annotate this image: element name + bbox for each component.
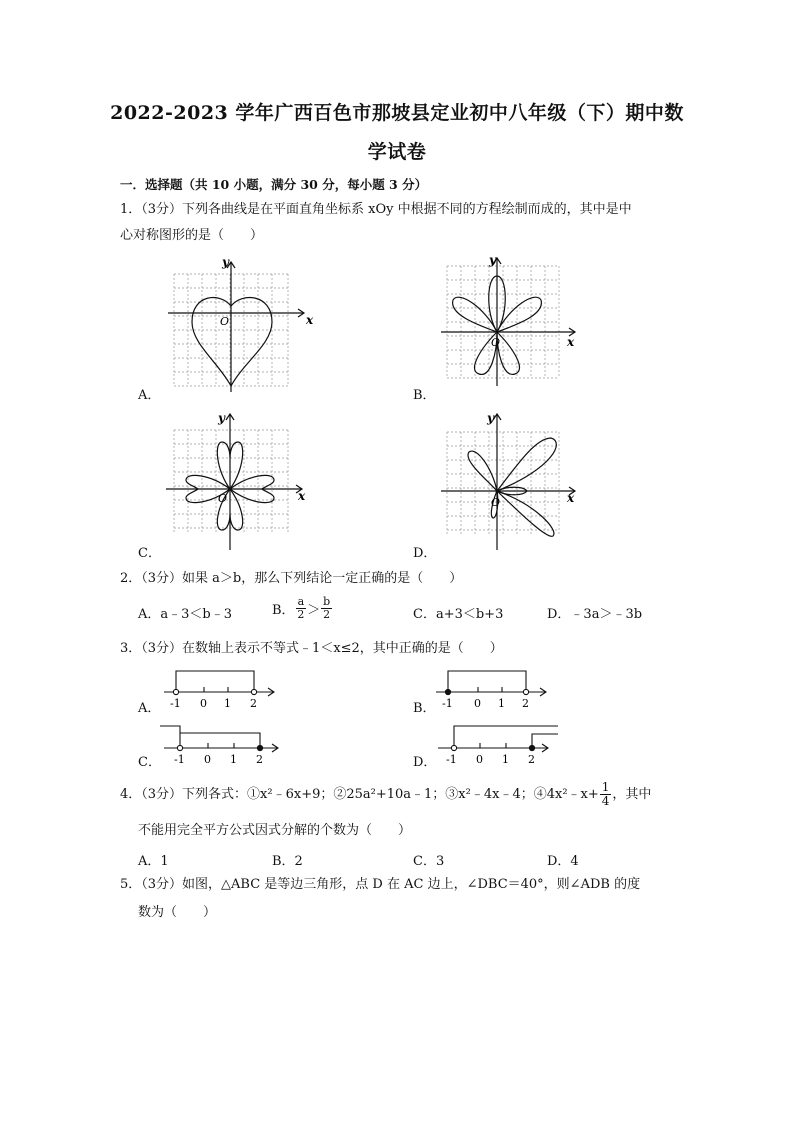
nla-tick-neg1: -1 bbox=[170, 697, 181, 710]
q3-numberline-c bbox=[160, 722, 285, 768]
q1-stem-line2: 心对称图形的是（ ） bbox=[120, 228, 264, 243]
q2-frac-left-den: 2 bbox=[297, 608, 305, 621]
nld-tick-0: 0 bbox=[476, 753, 483, 766]
q2-fraction-right bbox=[321, 596, 332, 621]
nlb-tick-1: 1 bbox=[498, 697, 505, 710]
q1d-x-label: x bbox=[567, 491, 575, 505]
q4-option-b: B．2 bbox=[272, 854, 303, 869]
q2-frac-right-num: b bbox=[323, 595, 331, 608]
q1-option-d: D． bbox=[413, 546, 437, 561]
q2-option-b bbox=[272, 596, 333, 621]
q5-stem-line2: 数为（ ） bbox=[138, 905, 217, 920]
q1a-y-label: y bbox=[222, 255, 229, 269]
q2-frac-left-num: a bbox=[297, 595, 305, 608]
q3-numberline-a bbox=[160, 666, 280, 712]
nld-tick-neg1: -1 bbox=[446, 753, 457, 766]
q1a-origin-label: O bbox=[220, 315, 230, 328]
q1d-origin-label: O bbox=[491, 496, 501, 509]
q3-option-a: A． bbox=[138, 701, 161, 716]
q1a-x-label: x bbox=[306, 313, 314, 327]
q2-fraction-left bbox=[296, 596, 307, 621]
q1b-x-label: x bbox=[567, 335, 575, 349]
q1-figure-c bbox=[160, 408, 320, 554]
q1c-y-label: y bbox=[218, 411, 225, 425]
nld-tick-2: 2 bbox=[528, 753, 535, 766]
q2-option-d: D．﹣3a＞﹣3b bbox=[547, 607, 643, 622]
q2-option-b-prefix: B． bbox=[272, 603, 295, 618]
q1-figure-b bbox=[435, 252, 595, 398]
q2-frac-right-den: 2 bbox=[323, 608, 331, 621]
q4-frac-num: 1 bbox=[601, 780, 610, 794]
q3-stem: 3．（3分）在数轴上表示不等式﹣1＜x≤2，其中正确的是（ ） bbox=[120, 641, 503, 656]
nlc-tick-2: 2 bbox=[256, 753, 263, 766]
q1-option-b: B． bbox=[413, 388, 436, 403]
nla-tick-1: 1 bbox=[224, 697, 231, 710]
q5-stem-line1: 5．（3分）如图，△ABC 是等边三角形，点 D 在 AC 边上，∠DBC＝40°，则∠ADB 的度 bbox=[120, 877, 641, 892]
q1c-x-label: x bbox=[298, 489, 306, 503]
paper-title-line1: 2022-2023 学年广西百色市那坡县定业初中八年级（下）期中数 bbox=[110, 102, 684, 124]
q1d-y-label: y bbox=[487, 411, 494, 425]
q4-option-d: D．4 bbox=[547, 854, 579, 869]
q1-option-c: C． bbox=[138, 546, 161, 561]
nlc-tick-1: 1 bbox=[230, 753, 237, 766]
q4-stem-line2: 不能用完全平方公式因式分解的个数为（ ） bbox=[138, 823, 412, 838]
q1c-origin-label: O bbox=[218, 492, 228, 505]
q3-option-b: B． bbox=[413, 701, 436, 716]
q4-frac-den: 4 bbox=[601, 794, 610, 808]
q4-stem-line1 bbox=[120, 781, 651, 808]
q1-figure-d bbox=[435, 408, 595, 554]
nlb-tick-neg1: -1 bbox=[442, 697, 453, 710]
nlc-tick-0: 0 bbox=[204, 753, 211, 766]
q2-option-b-op: ＞ bbox=[307, 603, 321, 618]
q2-option-a: A．a﹣3＜b﹣3 bbox=[138, 607, 233, 622]
q2-stem: 2．（3分）如果 a＞b，那么下列结论一定正确的是（ ） bbox=[120, 571, 463, 586]
q4-option-a: A．1 bbox=[138, 854, 169, 869]
q3-numberline-b bbox=[432, 666, 552, 712]
paper-title-line2: 学试卷 bbox=[367, 141, 427, 163]
nld-tick-1: 1 bbox=[502, 753, 509, 766]
q1b-y-label: y bbox=[489, 253, 496, 267]
nlb-tick-2: 2 bbox=[522, 697, 529, 710]
q4-fraction bbox=[600, 781, 612, 808]
q4-stem-tail: ，其中 bbox=[612, 786, 652, 802]
nlb-tick-0: 0 bbox=[474, 697, 481, 710]
q4-stem-main: 4．（3分）下列各式：①x²﹣6x+9；②25a²+10a﹣1；③x²﹣4x﹣4；④4x²﹣x+ bbox=[120, 786, 599, 802]
q3-option-d: D． bbox=[413, 755, 437, 770]
nla-tick-2: 2 bbox=[250, 697, 257, 710]
q2-option-c: C．a+3＜b+3 bbox=[413, 607, 504, 622]
nla-tick-0: 0 bbox=[200, 697, 207, 710]
section-heading: 一．选择题（共 10 小题，满分 30 分，每小题 3 分） bbox=[120, 177, 428, 192]
q1-stem-line1: 1．（3分）下列各曲线是在平面直角坐标系 xOy 中根据不同的方程绘制而成的，其中是中 bbox=[120, 202, 632, 217]
q3-option-c: C． bbox=[138, 755, 161, 770]
q4-option-c: C．3 bbox=[413, 854, 445, 869]
nlc-tick-neg1: -1 bbox=[174, 753, 185, 766]
q3-numberline-d bbox=[434, 722, 560, 768]
q1b-origin-label: O bbox=[491, 336, 501, 349]
q1-figure-a bbox=[160, 252, 320, 398]
q1-option-a: A． bbox=[138, 388, 161, 403]
